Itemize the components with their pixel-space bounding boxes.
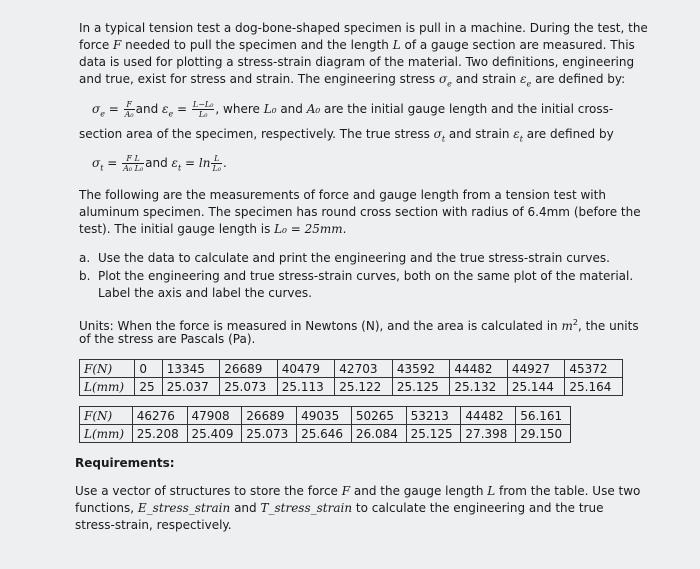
table-row-force [80,407,571,425]
table-cell: 25.113 [277,378,335,396]
engineering-definition-line-2 [79,126,614,147]
text: to calculate the engineering and the true [352,501,604,515]
math-subscript: t [178,163,182,173]
table-cell: 53213 [406,407,461,425]
list-marker: b. [79,269,91,283]
table-cell: 25.144 [507,378,565,396]
denominator: L₀ [212,164,222,173]
table-cell: 25.646 [297,425,352,443]
table-cell: 25.409 [187,425,242,443]
table-cell: 26.084 [351,425,406,443]
math-subscript: t [100,163,104,173]
equals: = [173,102,191,116]
text: are defined by: [531,72,626,86]
table-cell: 26689 [220,360,278,378]
intro-line-4 [79,71,625,92]
math-symbol: σ [92,156,101,170]
table-cell: 40479 [277,360,335,378]
text: Requirements: [75,456,175,470]
table-header-force: F(N) [80,407,133,425]
superscript: 2 [572,318,578,327]
table-cell: 29.150 [516,425,571,443]
math-function: ln [198,156,211,170]
data-table-2 [79,406,571,443]
denominator: L₀ [198,110,208,119]
denominator: A₀ [124,110,134,119]
text: are defined by [522,127,614,141]
math-symbol: ε [162,102,169,116]
equals: = [181,156,199,170]
table-cell: 25.073 [220,378,278,396]
table-cell: 0 [135,360,162,378]
equals: = [104,102,123,116]
function-name: E_stress_strain [137,501,231,515]
requirements-line-3 [75,517,232,534]
text: . [223,156,227,170]
numerator: L [211,154,222,164]
table-row-length [80,378,623,396]
text: In a typical tension test a dog-bone-shaped specimen is pull in a machine. During the test, the [79,21,648,35]
math-symbol: L₀ [263,102,277,116]
numerator: L−L₀ [192,100,214,109]
table-cell: 47908 [187,407,242,425]
units-line-2 [79,331,255,348]
numerator: F [124,100,135,110]
data-table-1 [79,359,623,396]
text: from the table. Use two [495,484,641,498]
table-cell: 25.132 [450,378,508,396]
text: and strain [445,127,514,141]
table-header-force: F(N) [80,360,135,378]
task-b [79,268,633,285]
table-cell: 42703 [335,360,393,378]
table-header-length: L(mm) [80,378,135,396]
math-subscript: e [526,79,532,89]
math-symbol: σ [433,127,442,141]
true-definition [92,152,227,179]
table-cell: 46276 [132,407,187,425]
text: test). The initial gauge length is [79,222,275,236]
table-cell: 25.073 [242,425,297,443]
math-symbol: m [561,319,573,333]
text: and [135,102,162,116]
table-cell: 43592 [392,360,450,378]
math-symbol: ε [171,156,178,170]
text: stress-strain, respectively. [75,518,232,532]
math-symbol: F [341,484,351,498]
equals: = [103,156,122,170]
table-cell: 44482 [461,407,516,425]
text: and strain [451,72,521,86]
table-header-length: L(mm) [80,425,133,443]
text: . [342,222,347,236]
intro-line-1 [79,20,648,37]
fraction [192,100,215,119]
text: section area of the specimen, respectively. The true stress [79,127,434,141]
text: , the units [577,319,639,333]
measurements-line-2 [79,204,641,221]
table-row-force [80,360,623,378]
fraction [124,100,135,119]
text: and true, exist for stress and strain. The engineering stress [79,72,439,86]
table-cell: 26689 [242,407,297,425]
task-b-line-2 [98,285,312,302]
text: Use the data to calculate and print the engineering and the true stress-strain curves. [98,251,610,265]
requirements-line-2 [75,500,603,517]
math-expression: L₀ = 25mm [274,222,343,236]
math-subscript: e [447,79,452,89]
table-cell: 27.398 [461,425,516,443]
table-cell: 25.037 [162,378,220,396]
math-symbol: ε [513,127,520,141]
text: Units: When the force is measured in Newtons (N), and the area is calculated in [79,319,562,333]
text: data is used for plotting a stress-strain diagram of the material. Two definitions, engineering [79,55,635,69]
text: and [145,156,172,170]
engineering-definition [92,98,613,125]
table-cell: 25.164 [565,378,623,396]
table-cell: 50265 [351,407,406,425]
math-symbol: L [392,38,401,52]
text: needed to pull the specimen and the length [121,38,393,52]
math-symbol: σ [438,72,448,86]
table-cell: 25.208 [132,425,187,443]
requirements-line-1 [75,483,640,500]
text: force [79,38,114,52]
intro-line-2 [79,37,635,54]
math-subscript: t [519,134,523,144]
table-cell: 45372 [565,360,623,378]
text: Label the axis and label the curves. [98,286,312,300]
intro-line-3 [79,54,634,71]
measurements-line-3 [79,221,347,238]
text: and [276,102,307,116]
text: of a gauge section are measured. This [400,38,635,52]
text: Plot the engineering and true stress-strain curves, both on the same plot of the material. [98,269,634,283]
table-cell: 25.125 [392,378,450,396]
math-subscript: t [441,134,446,144]
table-cell: 44927 [507,360,565,378]
table-row-length [80,425,571,443]
table-cell: 25.125 [406,425,461,443]
text: and [230,501,261,515]
table-cell: 25.122 [335,378,393,396]
text: and the gauge length [350,484,488,498]
table-cell: 44482 [450,360,508,378]
math-symbol: A₀ [306,102,321,116]
text: The following are the measurements of force and gauge length from a tension test with [79,188,606,202]
math-subscript: e [168,109,174,119]
text: Use a vector of structures to store the force [75,484,342,498]
math-symbol: L [487,484,496,498]
list-marker: a. [79,251,91,265]
text: functions, [75,501,138,515]
math-symbol: σ [92,102,101,116]
fraction [211,154,222,173]
task-a [79,250,610,267]
numerator: F L [122,154,144,164]
math-subscript: e [100,109,105,119]
text: of the stress are Pascals (Pa). [79,332,256,346]
table-cell: 13345 [162,360,220,378]
table-cell: 25 [135,378,162,396]
denominator: A₀ L₀ [123,164,144,173]
table-cell: 49035 [297,407,352,425]
fraction [122,154,144,173]
text: are the initial gauge length and the initial cross- [320,102,614,116]
text: aluminum specimen. The specimen has round cross section with radius of 6.4mm (before the [79,205,641,219]
table-cell: 56.161 [516,407,571,425]
text: , where [215,102,264,116]
math-symbol: F [113,38,122,52]
function-name: T_stress_strain [260,501,353,515]
math-symbol: ε [520,72,527,86]
requirements-heading [75,455,175,472]
measurements-line-1 [79,187,606,204]
